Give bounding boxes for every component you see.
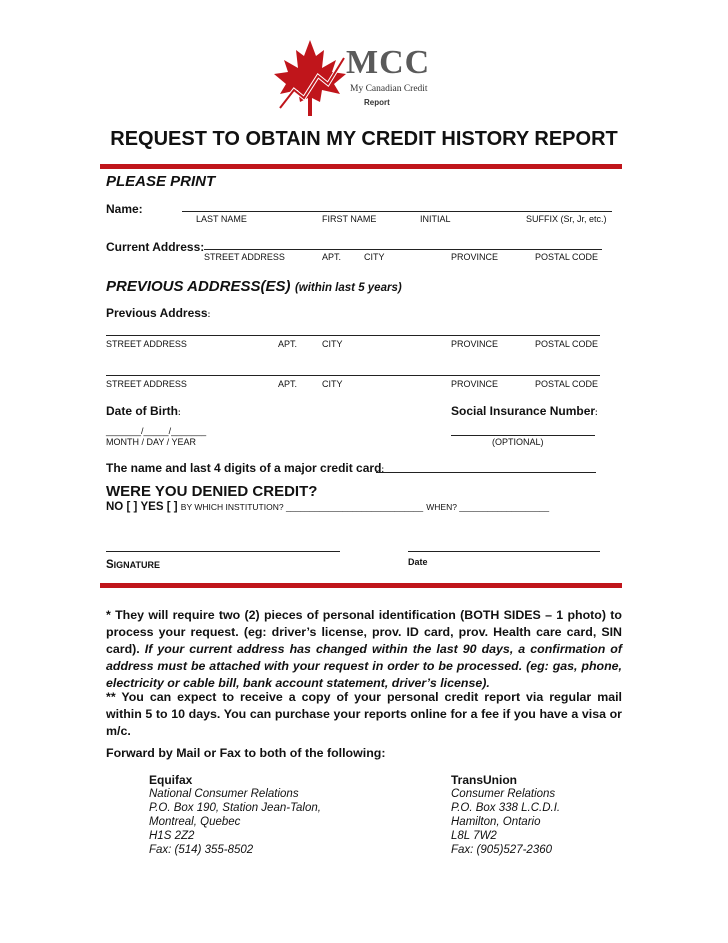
denied-row [106,501,549,513]
previous-heading-note: (within last 5 years) [294,282,402,294]
current-sub-province: PROVINCE [451,252,499,262]
name-sub-first: FIRST NAME [322,214,377,224]
dob-sub: MONTH / DAY / YEAR [106,437,197,447]
current-address-label: Current Address: [106,240,205,254]
equifax-line-3: Montreal, Quebec [149,816,241,828]
address-note-text: If your current address has changed within the last 90 days, a confirmation of address must be attached with your request in order to be processed. (eg: gas, phone, electricity or cable bill, bank account statement, driver’s license). [106,642,622,690]
prev1-street: STREET ADDRESS [106,339,187,349]
prev2-province: PROVINCE [451,379,499,389]
name-sub-last: LAST NAME [196,214,247,224]
previous-address-colon: : [207,310,211,319]
name-label: Name: [106,202,143,216]
when-field[interactable]: WHEN? ___________________ [426,502,550,512]
date-line[interactable] [408,551,600,552]
prev2-city: CITY [322,379,343,389]
dob-field[interactable]: _______/_____/_______ [106,426,207,436]
yes-label: YES [140,501,164,513]
prev1-apt: APT. [278,339,298,349]
prev2-street: STREET ADDRESS [106,379,187,389]
sin-label-colon: : [595,408,598,417]
name-sub-suffix: SUFFIX (Sr, Jr, etc.) [526,214,607,224]
id-note-text: * They will require two (2) pieces of personal identification (BOTH SIDES – 1 photo) to process your request. (eg: driver’s license, prov. ID card, prov. Health care card, SIN card). [106,608,622,656]
dob-label-text: Date of Birth [106,404,178,418]
divider-bottom [100,583,622,588]
name-sub-initial: INITIAL [420,214,451,224]
current-sub-postal: POSTAL CODE [535,252,599,262]
sin-field[interactable] [451,435,595,436]
prev2-postal: POSTAL CODE [535,379,599,389]
dob-label [106,404,181,418]
previous-address-line-1[interactable] [106,335,600,336]
equifax-address [149,773,321,857]
logo-subtitle: My Canadian Credit [350,84,428,94]
sin-label-text: Social Insurance Number [451,404,596,418]
please-print-label: PLEASE PRINT [106,173,216,190]
transunion-address [451,773,560,857]
prev2-apt: APT. [278,379,298,389]
current-address-line[interactable] [204,249,602,250]
equifax-line-5: Fax: (514) 355-8502 [149,844,254,856]
current-sub-street: STREET ADDRESS [204,252,285,262]
date-label: Date [408,557,428,567]
previous-heading [106,278,402,296]
transunion-line-4: L8L 7W2 [451,830,497,842]
denied-heading: WERE YOU DENIED CREDIT? [106,483,318,500]
previous-address-label [106,306,210,320]
institution-field[interactable]: BY WHICH INSTITUTION? _____________________________ [180,502,424,512]
logo [270,38,440,118]
logo-tag: Report [364,98,390,107]
signature-label [106,555,160,573]
equifax-line-4: H1S 2Z2 [149,830,195,842]
signature-line[interactable] [106,551,340,552]
equifax-line-2: P.O. Box 190, Station Jean-Talon, [149,802,321,814]
id-note [106,607,622,692]
equifax-name: Equifax [149,773,193,787]
page-title: REQUEST TO OBTAIN MY CREDIT HISTORY REPORT [110,128,618,150]
credit-card-label [106,461,384,475]
current-sub-city: CITY [364,252,385,262]
equifax-line-1: National Consumer Relations [149,788,299,800]
transunion-line-1: Consumer Relations [451,788,556,800]
previous-heading-text: PREVIOUS ADDRESS(ES) [106,278,291,295]
divider-top [100,164,622,169]
no-checkbox[interactable]: [ ] [126,501,138,513]
name-line[interactable] [182,211,612,212]
dob-label-colon: : [178,408,181,417]
sin-optional: (OPTIONAL) [492,437,544,447]
credit-card-colon: : [381,465,385,474]
forward-label: Forward by Mail or Fax to both of the following: [106,746,386,760]
transunion-line-5: Fax: (905)527-2360 [451,844,553,856]
no-label: NO [106,501,124,513]
sin-label [451,404,598,418]
logo-brand: MCC [346,44,431,81]
signature-first: S [106,559,114,571]
transunion-line-3: Hamilton, Ontario [451,816,541,828]
transunion-line-2: P.O. Box 338 L.C.D.I. [451,802,561,814]
previous-address-text: Previous Address [106,306,208,320]
credit-card-text: The name and last 4 digits of a major credit card [106,461,382,475]
signature-rest: IGNATURE [113,560,161,570]
prev1-city: CITY [322,339,343,349]
current-sub-apt: APT. [322,252,342,262]
prev1-postal: POSTAL CODE [535,339,599,349]
previous-address-line-2[interactable] [106,375,600,376]
transunion-name: TransUnion [451,773,518,787]
yes-checkbox[interactable]: [ ] [166,501,178,513]
delivery-note: ** You can expect to receive a copy of your personal credit report via regular mail within 5 to 10 days. You can purchase your reports online for a fee if you have a visa or m/c. [106,690,622,738]
prev1-province: PROVINCE [451,339,499,349]
credit-card-field[interactable] [376,472,596,473]
maple-leaf-chart-icon [270,38,350,118]
